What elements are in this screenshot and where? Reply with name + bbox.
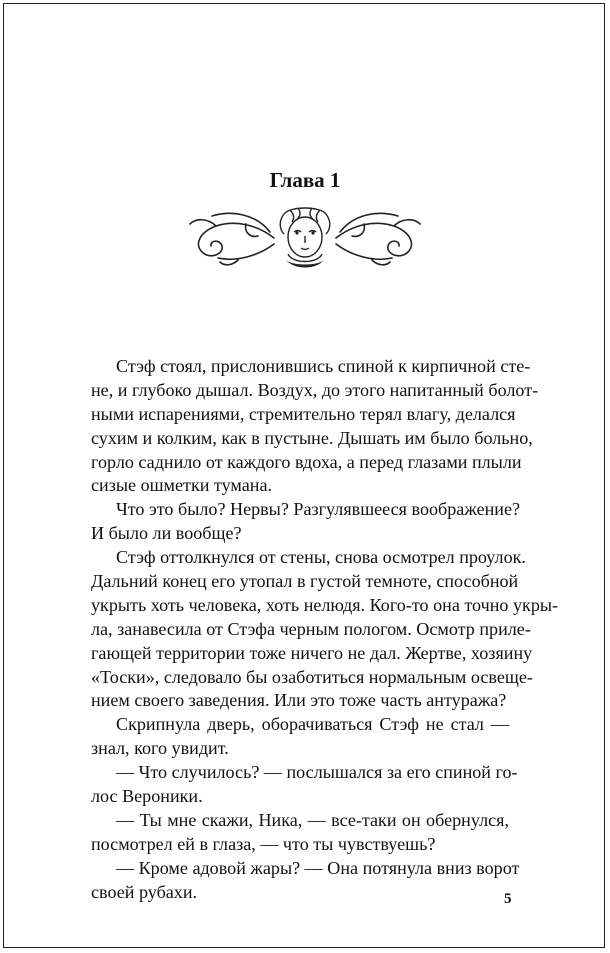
text-line: своей рубахи. (91, 881, 198, 902)
ornament-icon (186, 204, 424, 270)
text-line: нием своего заведения. Или это тоже часть антуража? (91, 690, 507, 711)
text-line: — Что случилось? — послышался за его спиной го- (116, 762, 518, 783)
text-line: Стэф оттолкнулся от стены, снова осмотрел проулок. (116, 547, 526, 568)
text-line: Что это было? Нервы? Разгулявшееся воображение? (116, 499, 521, 520)
text-line: Дальний конец его утопал в густой темноте, способной (91, 571, 519, 592)
text-line: сухим и колким, как в пустыне. Дышать им было больно, (91, 427, 533, 448)
text-line: не, и глубоко дышал. Воздух, до этого напитанный болот- (91, 379, 539, 400)
text-line: ла, занавесила от Стэфа черным пологом. Осмотр приле- (91, 618, 531, 639)
text-line: посмотрел ей в глаза, — что ты чувствуешь? (91, 833, 436, 854)
text-line: Стэф стоял, прислонившись спиной к кирпичной сте- (116, 356, 531, 376)
text-line: гающей территории тоже ничего не дал. Жертве, хозяину (91, 642, 533, 663)
body-text (91, 355, 559, 904)
text-line: — Кроме адовой жары? — Она потянула вниз ворот (116, 857, 520, 878)
text-line: горло саднило от каждого вдоха, а перед глазами плыли (91, 451, 522, 472)
text-line: сизые ошметки тумана. (91, 475, 273, 496)
chapter-title: Глава 1 (269, 168, 341, 192)
text-line: лос Вероники. (91, 786, 203, 807)
text-line: — Ты мне скажи, Ника, — все-таки он обернулся, (116, 809, 509, 830)
page-number: 5 (504, 891, 512, 907)
text-line: знал, кого увидит. (91, 738, 229, 759)
text-line: «Тоски», следовало бы озаботиться нормальным освеще- (91, 666, 533, 687)
text-line: Скрипнула дверь, оборачиваться Стэф не стал — (116, 714, 509, 735)
text-line: ными испарениями, стремительно терял влагу, делался (91, 403, 516, 424)
text-line: укрыть хоть человека, хоть нелюдя. Кого-то она точно укры- (91, 594, 559, 615)
text-line: И было ли вообще? (91, 523, 242, 544)
